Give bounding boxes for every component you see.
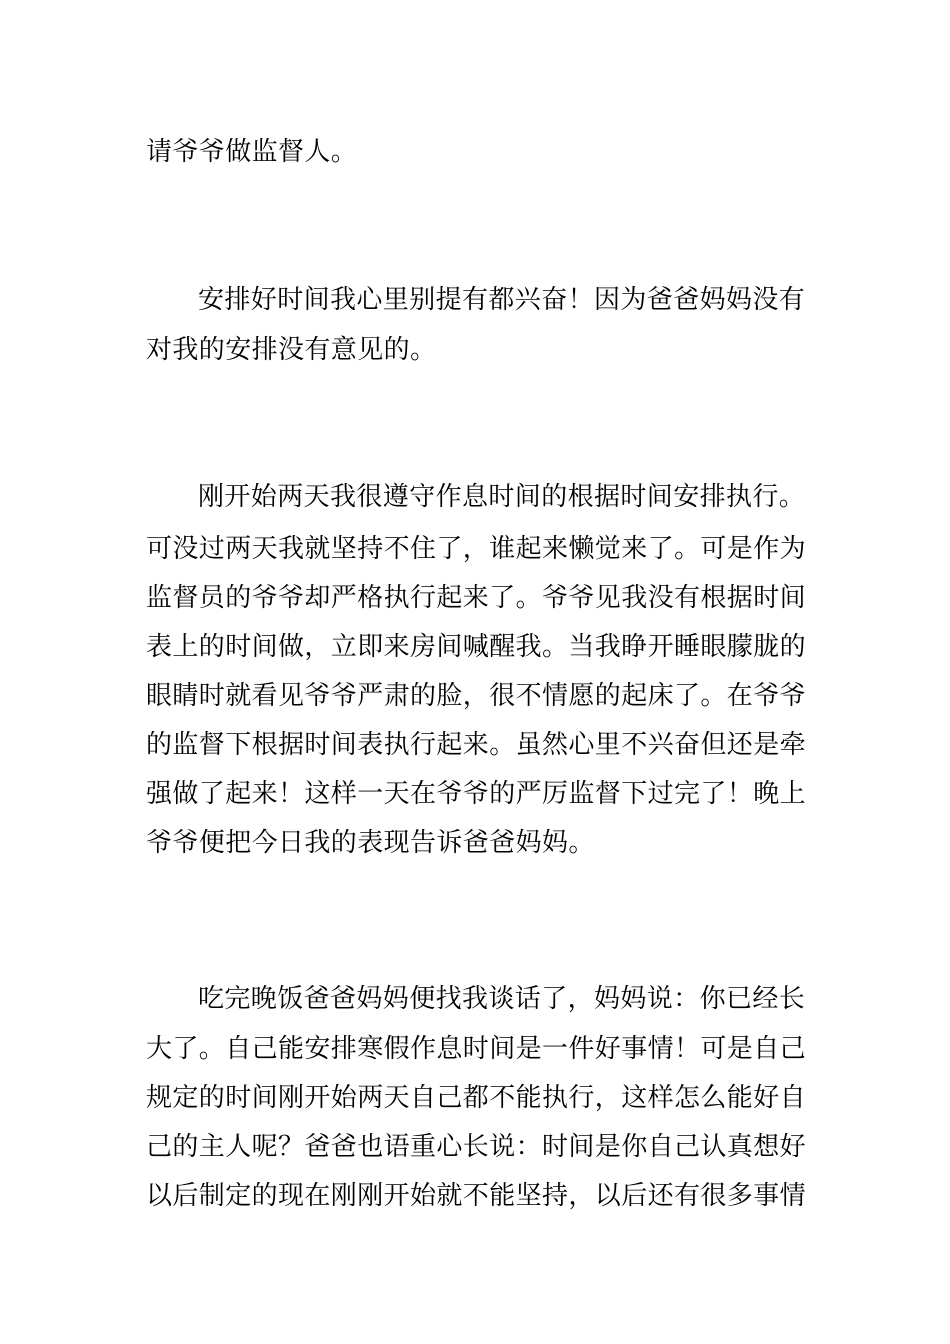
text-line: 表上的时间做，立即来房间喊醒我。当我睁开睡眼朦胧的 [146, 632, 807, 662]
text-line: 强做了起来！这样一天在爷爷的严厉监督下过完了！晚上 [146, 779, 807, 809]
text-line: 爷爷便把今日我的表现告诉爸爸妈妈。 [146, 828, 595, 858]
text-line: 的监督下根据时间表执行起来。虽然心里不兴奋但还是牵 [146, 730, 807, 760]
text-line: 监督员的爷爷却严格执行起来了。爷爷见我没有根据时间 [146, 583, 807, 613]
text-line: 对我的安排没有意见的。 [146, 335, 437, 365]
text-line: 吃完晚饭爸爸妈妈便找我谈话了，妈妈说：你已经长 [198, 984, 806, 1014]
text-line: 大了。自己能安排寒假作息时间是一件好事情！可是自己 [146, 1034, 807, 1064]
text-line: 请爷爷做监督人。 [146, 137, 358, 167]
text-line: 规定的时间刚开始两天自己都不能执行，这样怎么能好自 [146, 1083, 807, 1113]
text-line: 以后制定的现在刚刚开始就不能坚持，以后还有很多事情 [146, 1181, 807, 1211]
text-line: 刚开始两天我很遵守作息时间的根据时间安排执行。 [198, 482, 806, 512]
text-line: 可没过两天我就坚持不住了，谁起来懒觉来了。可是作为 [146, 534, 807, 564]
text-line: 己的主人呢？爸爸也语重心长说：时间是你自己认真想好 [146, 1132, 807, 1162]
text-line: 眼睛时就看见爷爷严肃的脸，很不情愿的起床了。在爷爷 [146, 681, 807, 711]
text-line: 安排好时间我心里别提有都兴奋！因为爸爸妈妈没有 [198, 285, 806, 315]
